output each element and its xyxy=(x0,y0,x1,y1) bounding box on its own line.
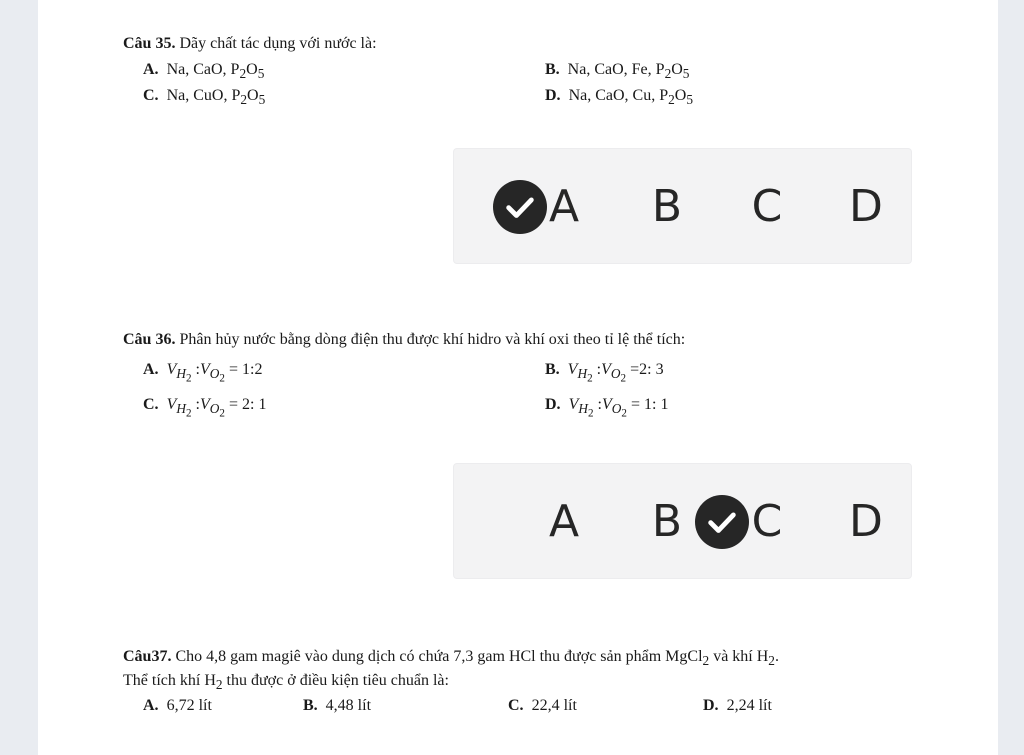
q36-option-a: A. $V_{H_2}$ $:V_{O_2}$ = 1:2 xyxy=(143,361,263,385)
question-36-label: Câu 36. xyxy=(123,331,176,348)
question-37: Câu37. Cho 4,8 gam magiê vào dung dịch có chứa 7,3 gam HCl thu được sản phẩm MgCl$_2$ và khí $H_2$. xyxy=(123,648,779,669)
question-36 xyxy=(123,330,685,350)
q37-option-c: C. 22,4 lít xyxy=(508,697,577,714)
q36-option-d: D. $V_{H_2}$ $:V_{O_2} = 1$: 1 xyxy=(545,396,669,420)
q35-option-d: D. Na, CaO, Cu, $P_2O_5$ xyxy=(545,87,694,108)
q35-option-c: C. Na, CuO, $P_2O_5$ xyxy=(143,87,266,108)
q36-answer-d[interactable]: D xyxy=(849,495,883,547)
document-page xyxy=(38,0,998,755)
question-35 xyxy=(123,34,377,54)
q35-option-a: A. Na, CaO, $P_2O_5$ xyxy=(143,61,265,82)
q35-answer-a[interactable]: A xyxy=(548,180,580,232)
question-37-label: Câu37. xyxy=(123,648,172,665)
q35-answer-c[interactable]: C xyxy=(751,180,783,232)
question-35-label: Câu 35. xyxy=(123,35,176,52)
q35-option-b: B. Na, CaO, Fe, $P_2O_5$ xyxy=(545,61,690,82)
q36-answer-box xyxy=(453,463,912,579)
q35-answer-d[interactable]: D xyxy=(849,180,883,232)
q37-option-a: A. 6,72 lít xyxy=(143,697,212,714)
question-36-text: Phân hủy nước bằng dòng điện thu được khí hidro và khí oxi theo tỉ lệ thể tích: xyxy=(179,331,686,348)
question-37-line2: Thể tích khí $H_2$ thu được ở điều kiện tiêu chuẩn là: xyxy=(123,672,449,693)
q35-answer-b[interactable]: B xyxy=(651,180,683,232)
q36-option-c: C. $V_{H_2}$ $:V_{O_2} = 2$: 1 xyxy=(143,396,267,420)
q35-answer-box xyxy=(453,148,912,264)
q37-option-d: D. 2,24 lít xyxy=(703,697,772,714)
q37-option-b: B. 4,48 lít xyxy=(303,697,372,714)
q36-option-b: B. $V_{H_2}$ $:V_{O_2} =2$: 3 xyxy=(545,361,664,385)
q36-answer-a[interactable]: A xyxy=(548,495,580,547)
question-35-text: Dãy chất tác dụng với nước là: xyxy=(179,35,377,52)
q36-answer-c[interactable]: C xyxy=(751,495,783,547)
q36-answer-b[interactable]: B xyxy=(651,495,683,547)
